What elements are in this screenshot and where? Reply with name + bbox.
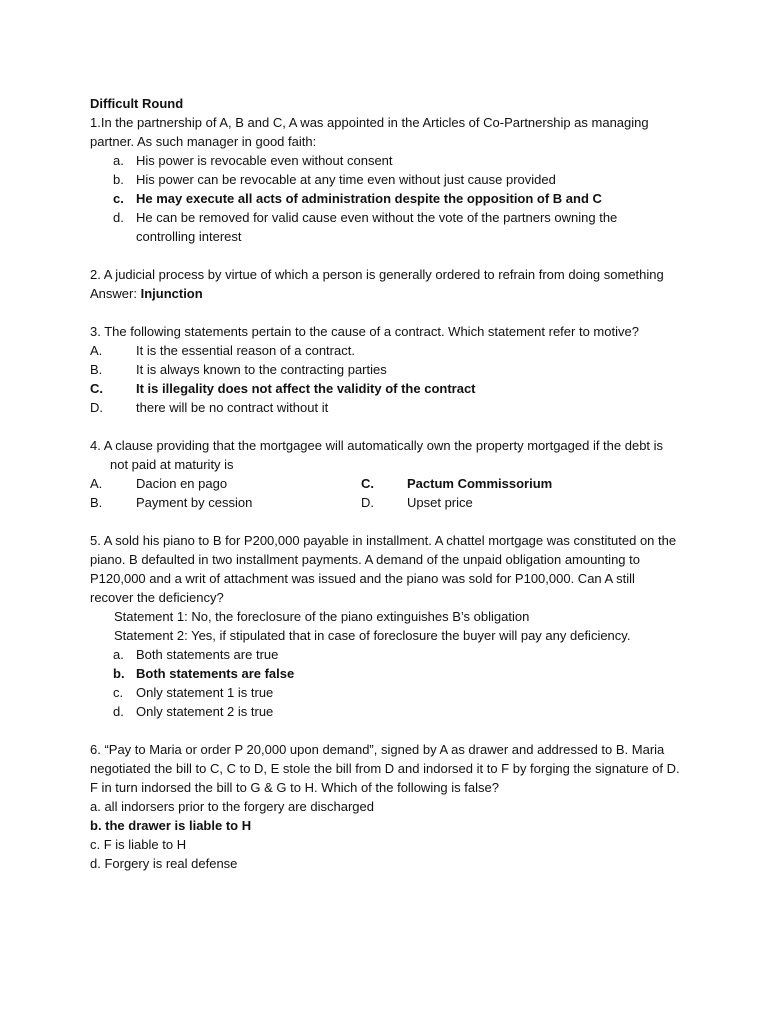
q1-option-d-marker: d. [113,210,124,225]
q1-option-c-marker: c. [113,191,124,206]
q4-options-row-1 [90,474,680,493]
q5-option-a-marker: a. [113,647,124,662]
q4-option-d-text: Upset price [407,495,473,510]
q5-option-b-marker: b. [113,666,125,681]
q1-option-c-answer [90,189,680,208]
q6-option-c: c. F is liable to H [90,837,187,852]
question-2-stem: 2. A judicial process by virtue of which a person is generally ordered to refrain from doing something [90,267,664,282]
q3-option-d-marker: D. [90,400,103,415]
q4-option-c-answer: Pactum Commissorium [407,476,553,491]
q5-option-b-text: Both statements are false [136,666,295,681]
q5-statement-2: Statement 2: Yes, if stipulated that in case of foreclosure the buyer will pay any deficiency. [114,628,631,643]
q4-option-c-marker: C. [361,476,374,491]
page-title: Difficult Round [90,96,184,111]
q3-option-c-answer [90,379,680,398]
q4-option-a-text: Dacion en pago [136,476,228,491]
q5-option-d-text: Only statement 2 is true [136,704,274,719]
q5-option-d [90,702,680,721]
q3-option-b-marker: B. [90,362,103,377]
q2-answer-label: Answer: [90,286,137,301]
q4-option-a-marker: A. [90,476,103,491]
q1-option-b-marker: b. [113,172,124,187]
q5-option-c-marker: c. [113,685,124,700]
question-1-stem: 1.In the partnership of A, B and C, A was appointed in the Articles of Co-Partnership as managing partner. As such manager in good faith: [90,115,649,149]
q2-answer: Injunction [140,286,203,301]
document-page [90,94,680,873]
q1-option-b [90,170,680,189]
q3-option-a-text: It is the essential reason of a contract. [136,343,355,358]
q3-option-c-text: It is illegality does not affect the validity of the contract [136,381,476,396]
q3-option-b-text: It is always known to the contracting parties [136,362,387,377]
q5-option-c [90,683,680,702]
q1-option-d-text: He can be removed for valid cause even without the vote of the partners owning the controlling interest [136,210,618,244]
q4-option-b-text: Payment by cession [136,495,253,510]
q3-option-d-text: there will be no contract without it [136,400,329,415]
question-5-stem: 5. A sold his piano to B for P200,000 payable in installment. A chattel mortgage was constituted on the piano. B defaulted in two installment payments. A demand of the unpaid obligation amounting to P120,000 and a writ of attachment was issued and the piano was sold for P100,000. Can A still recover the deficiency? [90,533,677,605]
q4-option-d-marker: D. [361,495,374,510]
q3-option-a-marker: A. [90,343,103,358]
q5-option-a [90,645,680,664]
question-6-stem: 6. “Pay to Maria or order P 20,000 upon demand”, signed by A as drawer and addressed to B. Maria negotiated the bill to C, C to D, E stole the bill from D and indorsed it to F by forging the signature of D. F in turn indorsed the bill to G & G to H. Which of the following is false? [90,742,680,795]
question-4-stem: 4. A clause providing that the mortgagee will automatically own the property mortgaged if the debt is not paid at maturity is [90,438,664,472]
q3-option-a [90,341,680,360]
q4-options-row-2 [90,493,680,512]
q1-option-a-text: His power is revocable even without consent [136,153,393,168]
q5-option-d-marker: d. [113,704,124,719]
q1-option-b-text: His power can be revocable at any time even without just cause provided [136,172,556,187]
q1-option-a [90,151,680,170]
q6-option-b-answer: b. the drawer is liable to H [90,818,252,833]
q6-option-d: d. Forgery is real defense [90,856,238,871]
q2-answer-line [90,284,680,303]
question-3-stem: 3. The following statements pertain to the cause of a contract. Which statement refer to motive? [90,324,639,339]
q1-option-d [90,208,680,246]
q1-option-c-text: He may execute all acts of administration despite the opposition of B and C [136,191,602,206]
q3-option-d [90,398,680,417]
q5-statement-1: Statement 1: No, the foreclosure of the piano extinguishes B’s obligation [114,609,530,624]
q4-option-b-marker: B. [90,495,103,510]
q5-option-b-answer [90,664,680,683]
q3-option-b [90,360,680,379]
q3-option-c-marker: C. [90,381,103,396]
q5-option-c-text: Only statement 1 is true [136,685,274,700]
q5-option-a-text: Both statements are true [136,647,279,662]
q1-option-a-marker: a. [113,153,124,168]
q6-option-a: a. all indorsers prior to the forgery are discharged [90,799,374,814]
